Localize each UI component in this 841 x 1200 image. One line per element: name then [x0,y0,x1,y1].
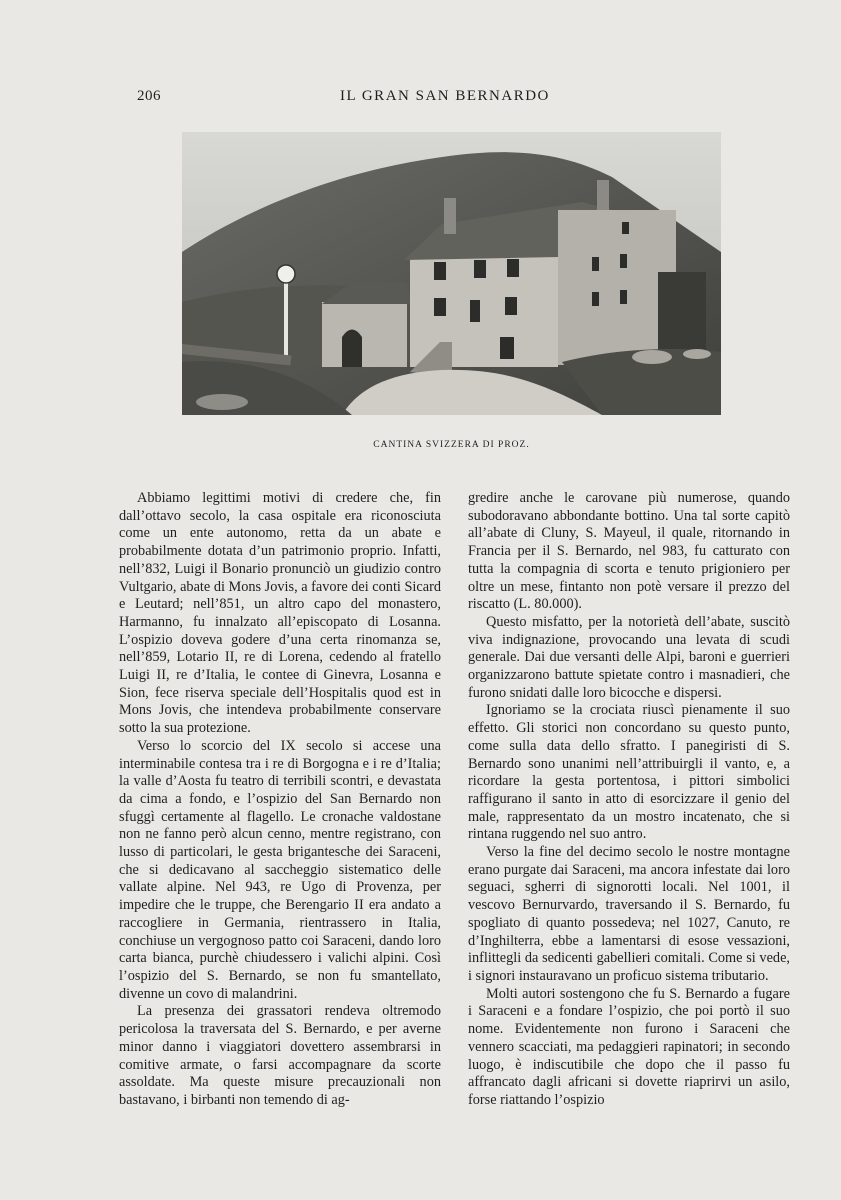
cantina-photo-illustration [182,132,721,415]
paragraph: Abbiamo legittimi motivi di credere che, fin dall’ottavo secolo, la casa ospitale era riconosciuta come un ente autonomo, retta da un abate e probabilmente dotata d’un patrimonio proprio. Infatti, nell’832, Luigi il Bonario pronunciò un giudizio contro Vultgario, abate di Mons Jovis, a favore dei conti Sicard e Leutard; nell’851, un altro capo del monastero, Harmanno, fu innalzato all’episcopato di Losanna. L’ospizio doveva godere d’una certa rinomanza se, nell’859, Lotario II, re di Lorena, cedendo al fratello Luigi II, re d’Italia, le contee di Ginevra, Losanna e Sion, fece riserva speciale dell’Hospitalis quod est in Mons Jovis, che intendeva probabilmente conservare sotto la sua protezione. [119,490,441,737]
paragraph: Questo misfatto, per la notorietà dell’abate, suscitò viva indignazione, provocando una levata di scudi generale. Dai due versanti delle Alpi, baroni e guerrieri organizzarono battute spietate contro i masnadieri, che furono snidati dalle loro bicocche e dispersi. [468,613,790,701]
paragraph: Verso lo scorcio del IX secolo si accese una interminabile contesa tra i re di Borgogna e i re d’Italia; la valle d’Aosta fu teatro di terribili scontri, e devastata da cima a fondo, e l’ospizio del San Bernardo non sfuggì certamente al flagello. Le cronache valdostane non ne fanno però alcun cenno, mentre registrano, con lusso di particolari, le gesta brigantesche dei Saraceni, che si dedicavano al saccheggio sistematico delle vallate alpine. Nel 943, re Ugo di Provenza, per impedire che le truppe, che Berengario II era andato a raccogliere in Germania, rientrassero in Italia, conchiuse un vergognoso patto coi Saraceni, dando loro carta bianca, purchè chiudessero i valichi alpini. Così l’ospizio del S. Bernardo, se non fu smantellato, divenne un covo di malandrini. [119,737,441,1002]
paragraph: gredire anche le carovane più numerose, quando subodoravano abbondante bottino. Una tal sorte capitò all’abate di Cluny, S. Mayeul, il quale, ritornando in Francia per il S. Bernardo, nel 983, fu catturato con tutta la compagnia di scorta e tenuto prigioniero per oltre un mese, fintanto non potè versare il prezzo del riscatto (L. 80.000). [468,490,790,613]
paragraph: Ignoriamo se la crociata riuscì pienamente il suo effetto. Gli storici non concordano su questo punto, come sulla data dello sfratto. I panegiristi di S. Bernardo sono unanimi nell’attribuirgli il vanto, e, a ricordare la gesta portentosa, i pittori simbolici raffigurano il santo in atto di esorcizzare il genio del male, rappresentato da un mostro incatenato, che si rintana ruggendo nel suo antro. [468,702,790,843]
paragraph: La presenza dei grassatori rendeva oltremodo pericolosa la traversata del S. Bernardo, e per averne minor danno i viaggiatori dovettero assembrarsi in comitive armate, o farsi accompagnare da scorte assoldate. Ma queste misure precauzionali non bastavano, i birbanti non temendo di ag- [119,1003,441,1108]
page-number: 206 [137,88,161,104]
running-title: IL GRAN SAN BERNARDO [340,88,550,104]
paragraph: Verso la fine del decimo secolo le nostre montagne erano purgate dai Saraceni, ma ancora infestate dai loro seguaci, sgherri di signorotti locali. Nel 1001, il vescovo Bernurvardo, traversando il S. Bernardo, fu spogliato di quanto possedeva; nel 1027, Canuto, re d’Inghilterra, ebbe a lamentarsi di esose vessazioni, inflittegli da sedicenti gabellieri comitali. Come si vede, i signori instauravano un proficuo sistema tributario. [468,844,790,984]
text-column-right [468,490,790,1110]
figure-photo [182,132,721,415]
figure-caption: CANTINA SVIZZERA DI PROZ. [373,440,530,450]
text-column-left [119,490,441,1110]
paragraph: Molti autori sostengono che fu S. Bernardo a fugare i Saraceni e a fondare l’ospizio, che poi portò il suo nome. Evidentemente non furono i Saraceni che vennero scacciati, ma pedaggieri rapinatori; in secondo luogo, è indiscutibile che dopo che il passo fu affrancato dagli africani si dovette riaprirvi un asilo, forse riattando l’ospizio [468,985,790,1108]
